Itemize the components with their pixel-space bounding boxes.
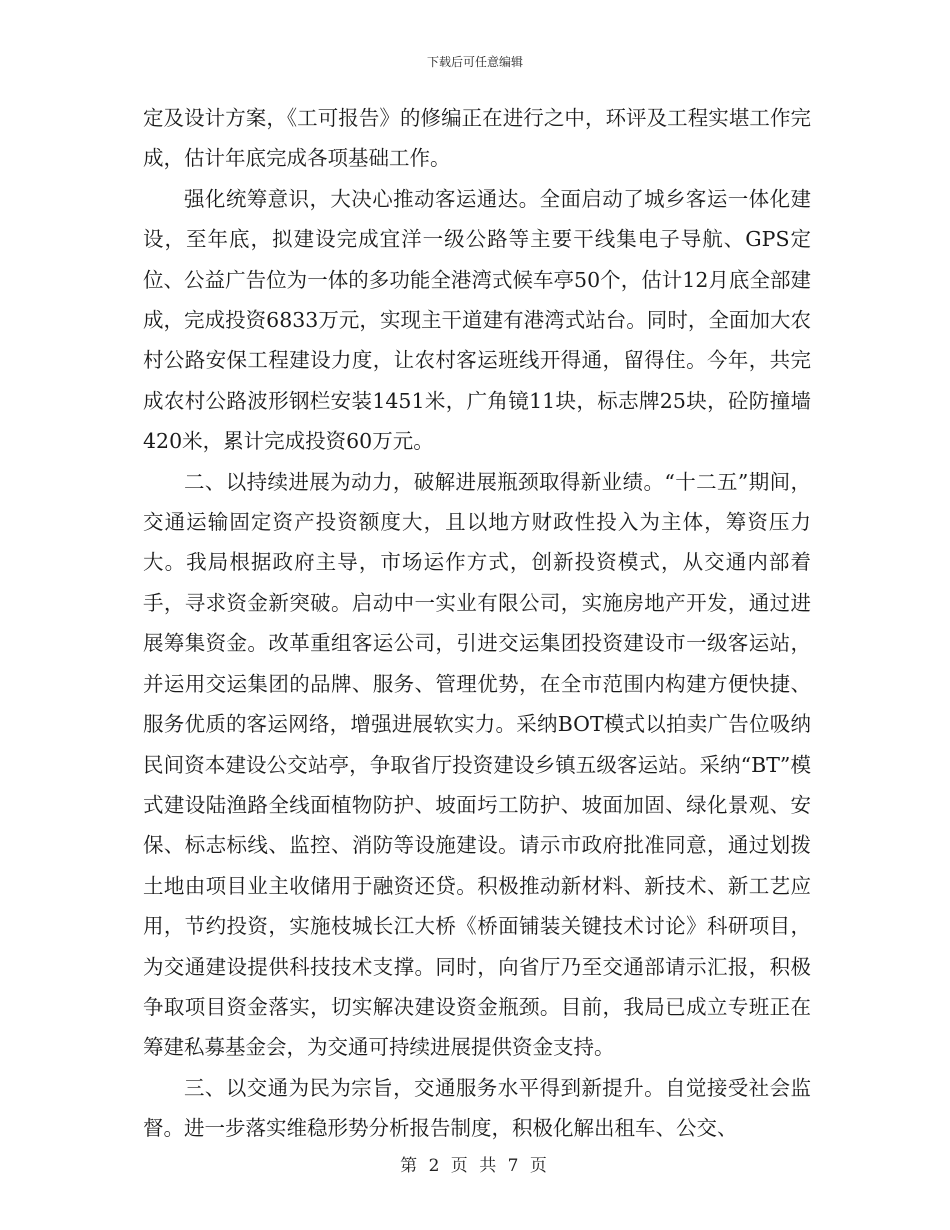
paragraph-passenger-transport: 强化统筹意识，大决心推动客运通达。全面启动了城乡客运一体化建设，至年底，拟建设完成宜洋一级公路等主要干线集电子导航、GPS定位、公益广告位为一体的多功能全港湾式候车亭50个，估计12月底全部建成，完成投资6833万元，实现主干道建有港湾式站台。同时，全面加大农村公路安保工程建设力度，让农村客运班线开得通，留得住。今年，共完成农村公路波形钢栏安装1451米，广角镜11块，标志牌25块，砼防撞墙420米，累计完成投资60万元。 xyxy=(143,186,811,454)
paragraph-continued: 定及设计方案，《工可报告》的修编正在进行之中，环评及工程实堪工作完成，估计年底完成各项基础工作。 xyxy=(143,106,811,171)
page-number: 第 2 页 共 7 页 xyxy=(400,1156,550,1176)
document-body xyxy=(143,98,811,1149)
paragraph-section-three: 三、以交通为民为宗旨，交通服务水平得到新提升。自觉接受社会监督。进一步落实维稳形势分析报告制度，积极化解出租车、公交、 xyxy=(143,1075,811,1141)
page-header: 下载后可任意编辑 xyxy=(426,55,523,69)
paragraph-section-two: 二、以持续进展为动力，破解进展瓶颈取得新业绩。“十二五”期间，交通运输固定资产投资额度大，且以地方财政性投入为主体，筹资压力大。我局根据政府主导，市场运作方式，创新投资模式，从交通内部着手，寻求资金新突破。启动中一实业有限公司，实施房地产开发，通过进展筹集资金。改革重组客运公司，引进交运集团投资建设市一级客运站，并运用交运集团的品牌、服务、管理优势，在全市范围内构建方便快捷、服务优质的客运网络，增强进展软实力。采纳BOT模式以拍卖广告位吸纳民间资本建设公交站亭，争取省厅投资建设乡镇五级客运站。采纳“BT”模式建设陆渔路全线面植物防护、坡面圬工防护、坡面加固、绿化景观、安保、标志标线、监控、消防等设施建设。请示市政府批准同意，通过划拨土地由项目业主收储用于融资还贷。积极推动新材料、新技术、新工艺应用，节约投资，实施枝城长江大桥《桥面铺装关键技术讨论》科研项目，为交通建设提供科技技术支撑。同时，向省厅乃至交通部请示汇报，积极争取项目资金落实，切实解决建设资金瓶颈。目前，我局已成立专班正在筹建私募基金会，为交通可持续进展提供资金支持。 xyxy=(143,469,811,1060)
